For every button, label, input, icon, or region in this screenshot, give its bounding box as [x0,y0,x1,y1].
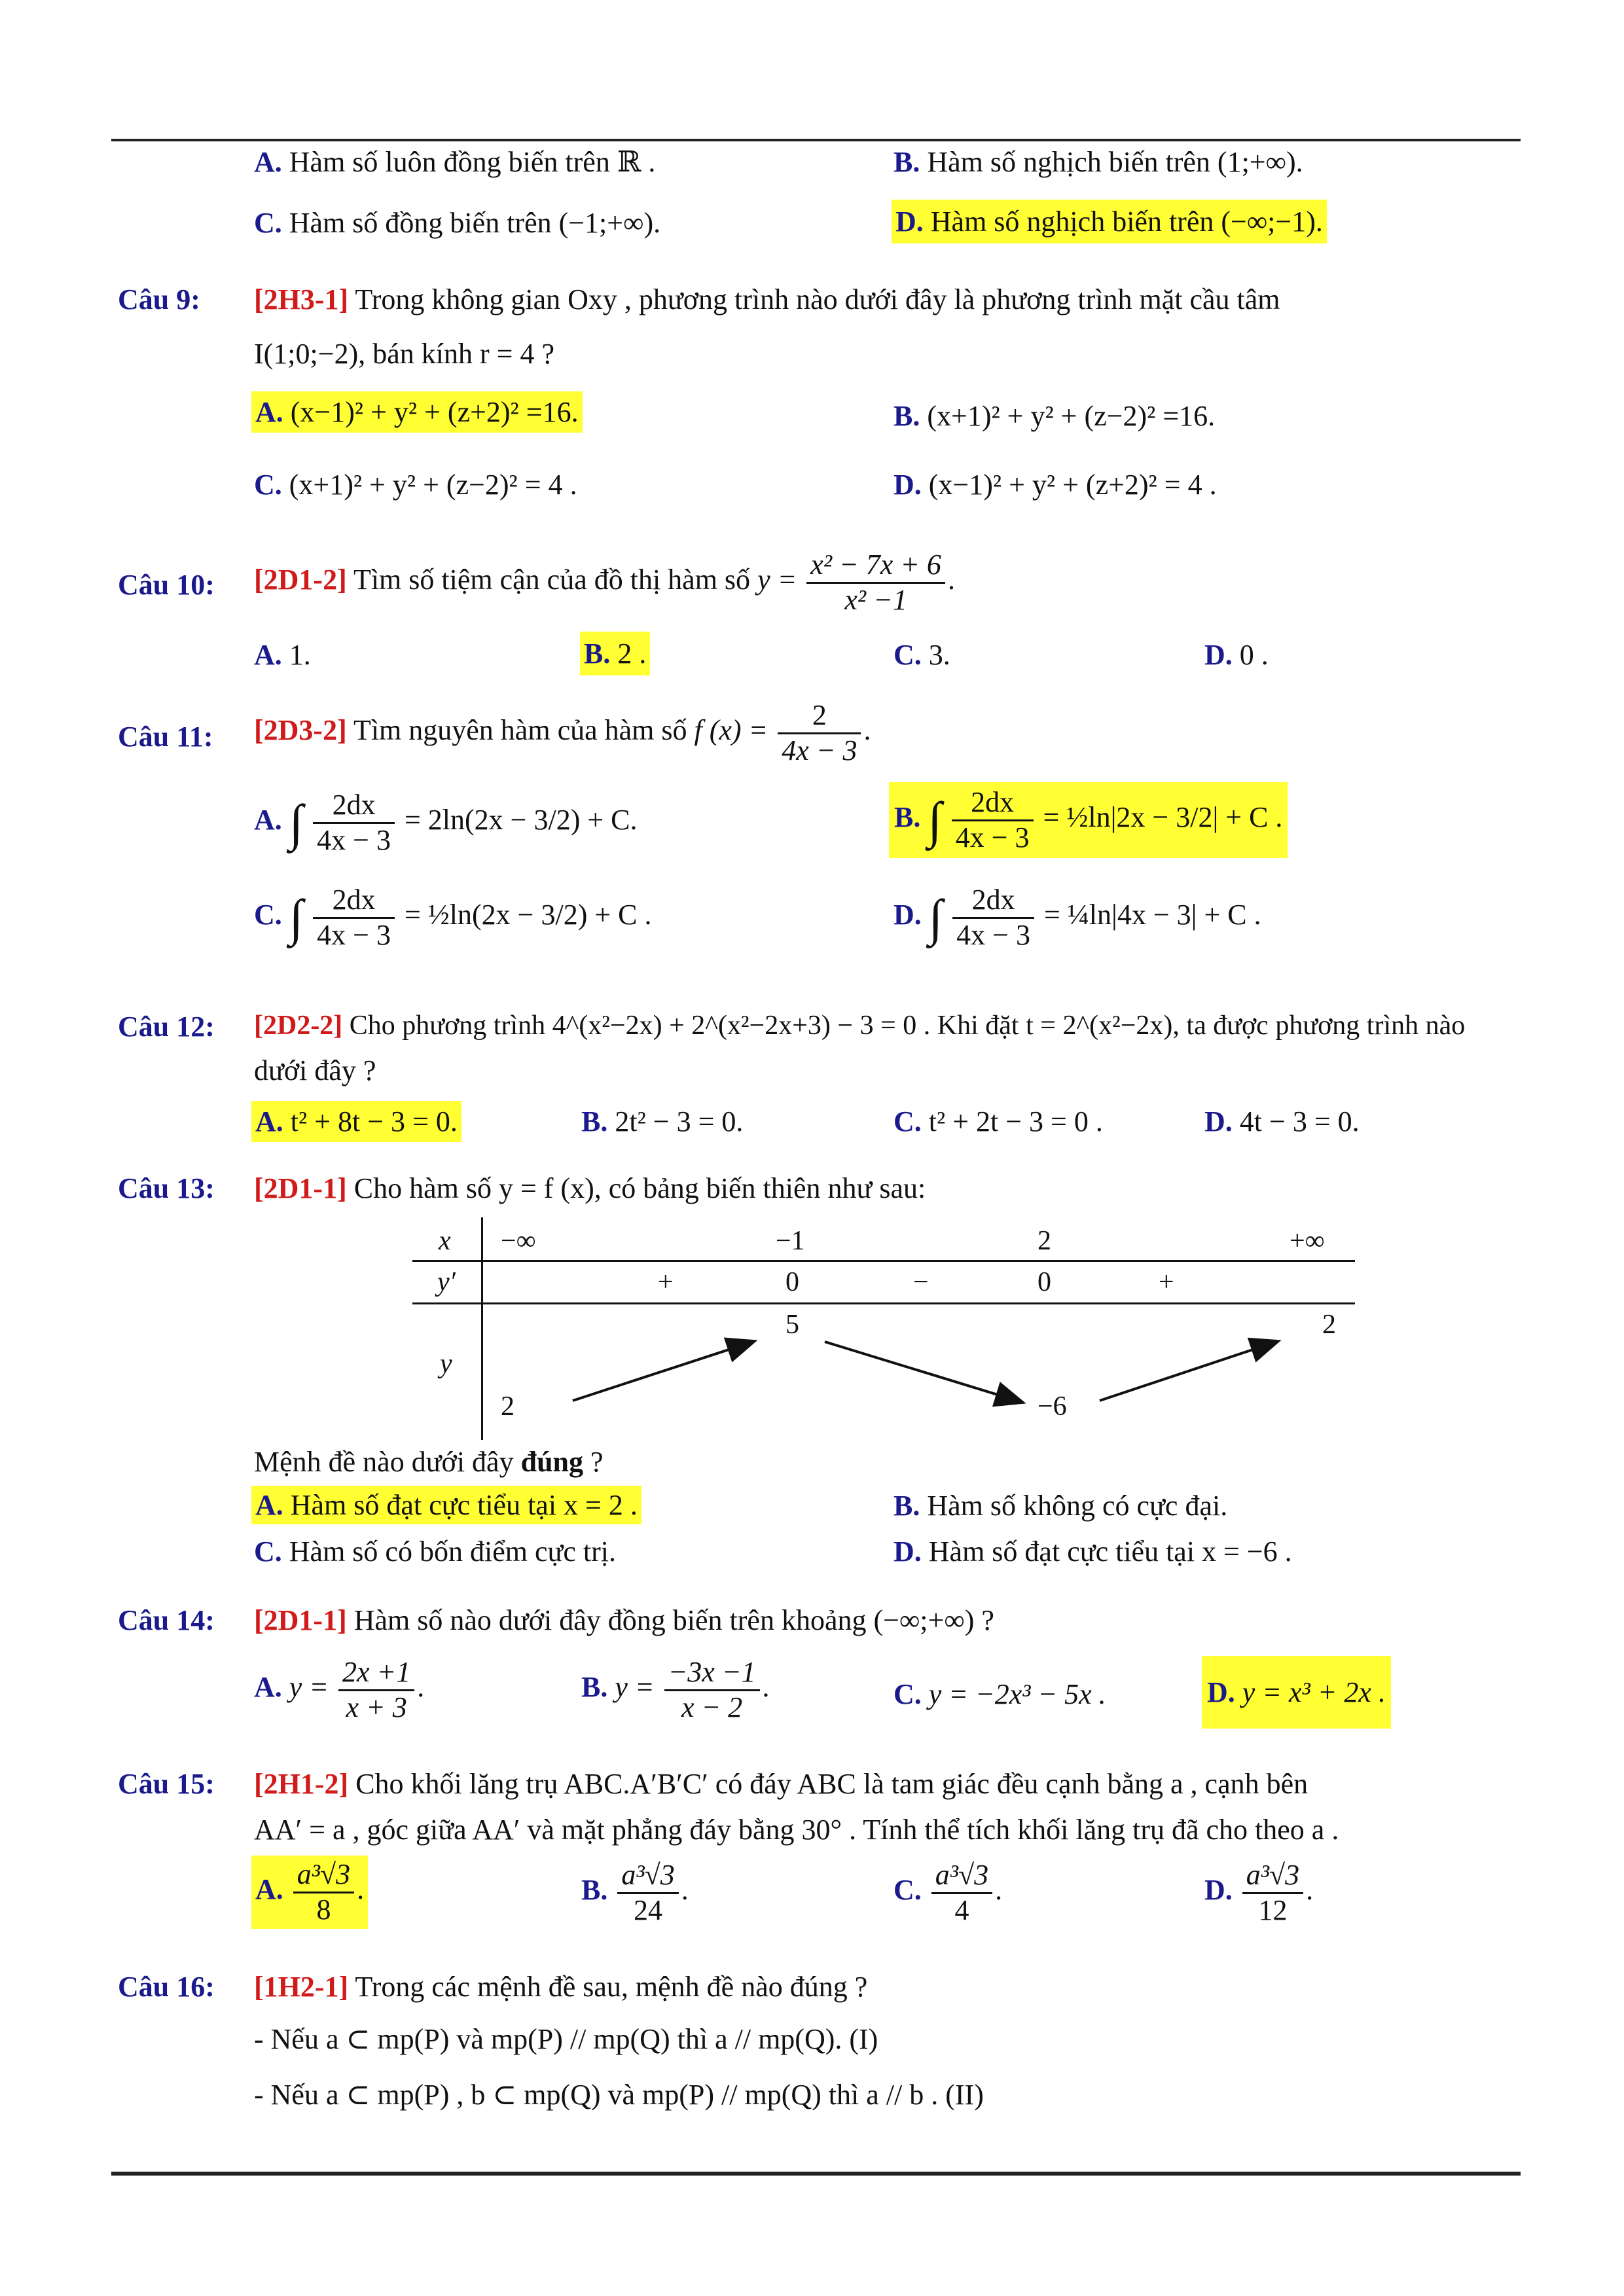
q8-option-d[interactable]: D. Hàm số nghịch biến trên (−∞;−1). [892,200,1327,243]
q16-statement-1: - Nếu a ⊂ mp(P) và mp(P) // mp(Q) thì a // mp(Q). (I) [254,2023,878,2055]
q10-number: Câu 10: [118,569,215,601]
q15-option-d[interactable]: D. $\frac{\text{a³√3}}{12}$ . [1204,1859,1314,1926]
q9-stem-line2: I(1;0;−2), bán kính r = 4 ? [254,338,554,370]
q9-number: Câu 9: [118,283,200,315]
q10-option-a[interactable]: A. 1. [254,639,311,671]
yprime-value: 0 [1038,1267,1051,1297]
q14-option-c[interactable]: C. y = −2x³ − 5x . [893,1678,1106,1710]
q9-option-b[interactable]: B. (x+1)² + y² + (z−2)² =16. [893,400,1216,432]
integral-icon: ∫ [289,889,304,946]
q8-option-c[interactable]: C. Hàm số đồng biến trên (−1;+∞). [254,207,661,239]
q12-option-a[interactable]: A. t² + 8t − 3 = 0. [251,1101,461,1142]
q13-option-b[interactable]: B. Hàm số không có cực đại. [893,1490,1228,1522]
q12-option-c[interactable]: C. t² + 2t − 3 = 0 . [893,1105,1103,1138]
y-value: 5 [785,1310,799,1340]
q11-option-b[interactable]: B. ∫ $\frac{2dx}{4x - 3}$ = ½ln|2x − 3/2| + C . [889,782,1288,858]
q15-option-b[interactable]: B. $\frac{\text{a³√3}}{24}$ . [581,1859,689,1926]
yprime-sign: − [913,1267,929,1297]
increasing-arrow [1100,1342,1276,1401]
q14-option-d[interactable]: D. y = x³ + 2x . [1202,1656,1391,1729]
q11-stem: [2D3-2] Tìm nguyên hàm của hàm số f (x) = $\frac{2}{4x - 3}$ . [254,699,871,766]
q11-option-d[interactable]: D. ∫ $\frac{2dx}{4x - 3}$ = ¼ln|4x − 3| + C . [893,884,1261,951]
integral-icon: ∫ [928,791,942,849]
q11-option-a[interactable]: A. ∫ $\frac{2dx}{4x - 3}$ = 2ln(2x − 3/2) + C. [254,789,638,856]
q14-stem: [2D1-1] Hàm số nào dưới đây đồng biến trên khoảng (−∞;+∞) ? [254,1604,994,1636]
row-label-x: x [439,1226,451,1256]
q14-option-b[interactable]: B. y = $\frac{-3x -1}{x - 2}$ . [581,1656,770,1723]
q10-option-c[interactable]: C. 3. [893,639,950,671]
yprime-sign: + [658,1267,674,1297]
q12-option-b[interactable]: B. 2t² − 3 = 0. [581,1105,744,1138]
q10-option-d[interactable]: D. 0 . [1204,639,1269,671]
x-value: 2 [1038,1226,1051,1256]
x-value: −1 [776,1226,805,1256]
decreasing-arrow [825,1342,1021,1402]
y-value: −6 [1038,1391,1067,1422]
q10-fraction: $\frac{\text{x² − 7x + 6}}{\text{x² −1}}$ [806,548,945,617]
yprime-value: 0 [785,1267,799,1297]
q13-option-d[interactable]: D. Hàm số đạt cực tiểu tại x = −6 . [893,1535,1292,1568]
integral-icon: ∫ [289,794,304,852]
q16-statement-2: - Nếu a ⊂ mp(P) , b ⊂ mp(Q) và mp(P) // mp(Q) thì a // b . (II) [254,2079,984,2111]
q8-option-a[interactable]: A. Hàm số luôn đồng biến trên ℝ . [254,146,656,178]
q15-option-c[interactable]: C. $\frac{\text{a³√3}}{4}$ . [893,1859,1003,1926]
q13-stem: [2D1-1] Cho hàm số y = f (x), có bảng biến thiên như sau: [254,1172,926,1204]
q10-stem: [2D1-2] Tìm số tiệm cận của đồ thị hàm số y = $\frac{\text{x² − 7x + 6}}{\text{x² −1}}$ . [254,548,955,616]
q15-stem-line2: AA′ = a , góc giữa AA′ và mặt phẳng đáy bằng 30° . Tính thể tích khối lăng trụ đã cho theo a . [254,1814,1339,1846]
q13-number: Câu 13: [118,1172,215,1204]
q9-option-d[interactable]: D. (x−1)² + y² + (z+2)² = 4 . [893,469,1217,501]
q11-option-c[interactable]: C. ∫ $\frac{2dx}{4x - 3}$ = ½ln(2x − 3/2) + C . [254,884,652,951]
x-value: +∞ [1290,1226,1325,1256]
q9-stem: [2H3-1] Trong không gian Oxy , phương trình nào dưới đây là phương trình mặt cầu tâm [254,283,1280,315]
row-label-yprime: y′ [437,1267,456,1297]
y-value: 2 [501,1391,514,1422]
q12-stem: [2D2-2] Cho phương trình 4^(x²−2x) + 2^(x²−2x+3) − 3 = 0 . Khi đặt t = 2^(x²−2x), ta được phương trình nào [254,1011,1466,1041]
bottom-rule [111,2172,1521,2176]
yprime-sign: + [1159,1267,1174,1297]
q13-option-c[interactable]: C. Hàm số có bốn điểm cực trị. [254,1535,616,1568]
q13-prompt: Mệnh đề nào dưới đây đúng ? [254,1446,604,1478]
variation-arrows [412,1217,1355,1440]
q12-number: Câu 12: [118,1011,215,1043]
q15-option-a[interactable]: A. $\frac{\text{a³√3}}{8}$ . [251,1856,368,1929]
q15-number: Câu 15: [118,1768,215,1800]
row-label-y: y [440,1349,452,1379]
q12-stem-line2: dưới đây ? [254,1054,376,1086]
q11-number: Câu 11: [118,721,213,753]
q14-option-a[interactable]: A. y = $\frac{2x +1}{x + 3}$ . [254,1656,425,1723]
q15-stem: [2H1-2] Cho khối lăng trụ ABC.A′B′C′ có đáy ABC là tam giác đều cạnh bằng a , cạnh bên [254,1768,1308,1800]
x-value: −∞ [501,1226,536,1256]
y-value: 2 [1322,1310,1336,1340]
increasing-arrow [573,1342,753,1401]
integral-icon: ∫ [928,889,943,946]
top-rule [111,139,1521,141]
q12-option-d[interactable]: D. 4t − 3 = 0. [1204,1105,1360,1138]
q9-option-a[interactable]: A. (x−1)² + y² + (z+2)² =16. [251,391,583,433]
q14-number: Câu 14: [118,1604,215,1636]
q10-option-b[interactable]: B. 2 . [580,632,650,675]
q16-number: Câu 16: [118,1971,215,2003]
variation-table [412,1217,1355,1440]
q9-option-c[interactable]: C. (x+1)² + y² + (z−2)² = 4 . [254,469,577,501]
q8-option-b[interactable]: B. Hàm số nghịch biến trên (1;+∞). [893,146,1303,178]
q16-stem: [1H2-1] Trong các mệnh đề sau, mệnh đề nào đúng ? [254,1971,868,2003]
q13-option-a[interactable]: A. Hàm số đạt cực tiểu tại x = 2 . [251,1486,641,1524]
